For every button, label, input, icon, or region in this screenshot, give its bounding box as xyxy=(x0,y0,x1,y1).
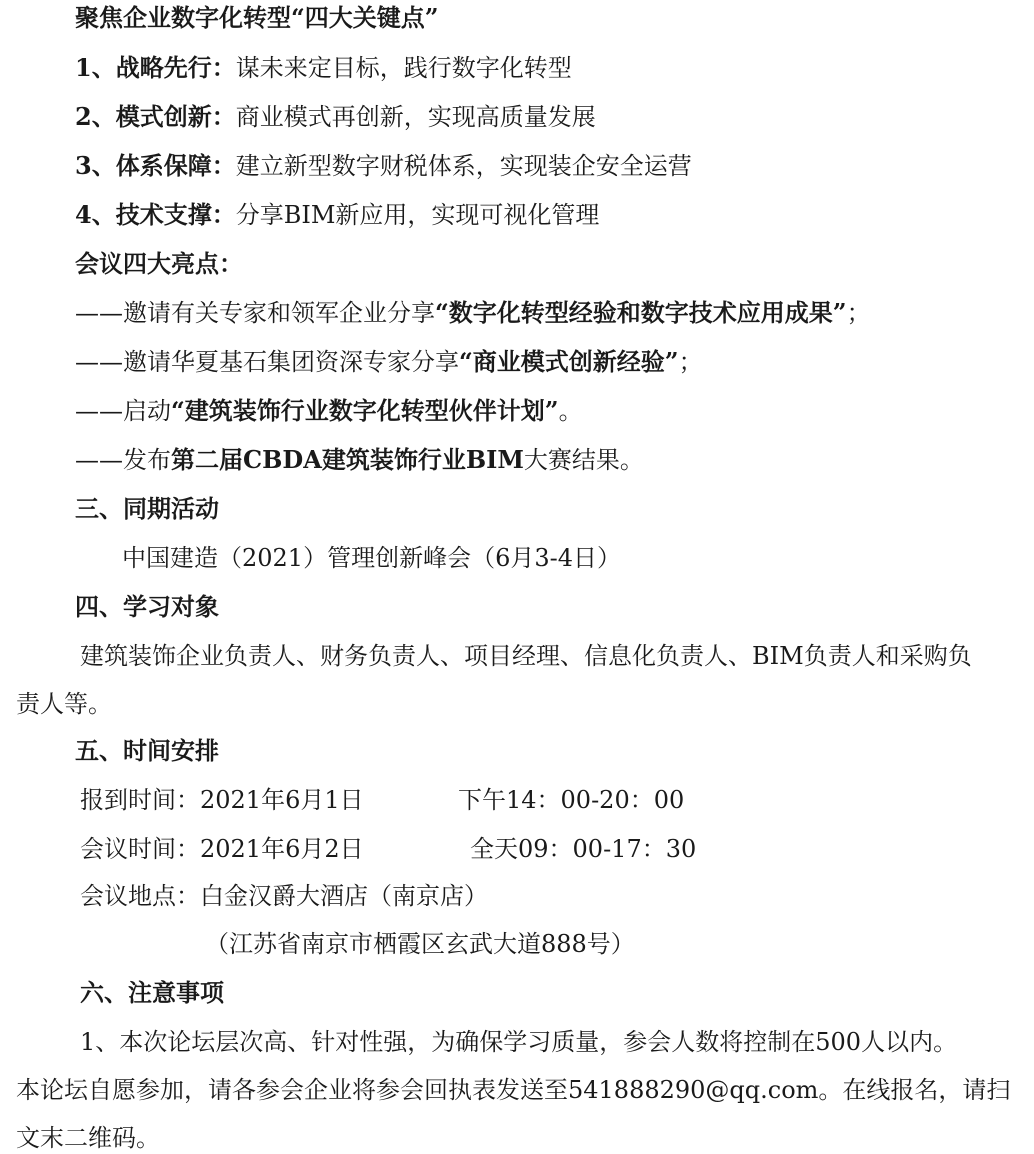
key-point-text: 建立新型数字财税体系，实现装企安全运营 xyxy=(235,152,692,180)
highlight-suffix: ； xyxy=(846,299,871,327)
highlight-prefix: ——发布 xyxy=(75,446,171,474)
meeting-time: 全天09：00-17：30 xyxy=(470,835,697,863)
section-3-title: 三、同期活动 xyxy=(75,494,219,523)
section-6-title: 六、注意事项 xyxy=(80,978,224,1007)
highlight-bold: “数字化转型经验和数字技术应用成果” xyxy=(435,298,847,327)
highlight-2 xyxy=(75,346,703,378)
section-4-text-line-1: 建筑装饰企业负责人、财务负责人、项目经理、信息化负责人、BIM负责人和采购负 xyxy=(80,642,972,670)
highlight-suffix: ； xyxy=(678,348,703,376)
notes-line-2: 本论坛自愿参加，请各参会企业将参会回执表发送至541888290@qq.com。在线报名，请扫 xyxy=(16,1076,1011,1104)
highlight-bold: “商业模式创新经验” xyxy=(459,347,679,376)
checkin-time: 下午14：00-20：00 xyxy=(458,786,685,814)
section-4-text-line-2: 责人等。 xyxy=(16,690,112,718)
highlight-3 xyxy=(75,395,583,427)
key-point-3 xyxy=(75,150,692,182)
key-point-1 xyxy=(75,52,572,84)
section-3-text: 中国建造（2021）管理创新峰会（6月3-4日） xyxy=(122,544,621,572)
key-point-label: 2、模式创新： xyxy=(75,102,236,131)
meeting-date: 会议时间：2021年6月2日 xyxy=(80,835,364,863)
highlight-bold: “建筑装饰行业数字化转型伙伴计划” xyxy=(171,396,559,425)
section-5-title: 五、时间安排 xyxy=(75,736,219,765)
key-point-text: 谋未来定目标，践行数字化转型 xyxy=(235,54,572,82)
checkin-date: 报到时间：2021年6月1日 xyxy=(80,786,364,814)
heading-key-points: 聚焦企业数字化转型“四大关键点” xyxy=(75,3,439,32)
key-point-label: 1、战略先行： xyxy=(75,53,236,82)
highlight-4 xyxy=(75,444,644,476)
highlight-prefix: ——邀请华夏基石集团资深专家分享 xyxy=(75,348,459,376)
key-point-label: 4、技术支撑： xyxy=(75,200,236,229)
section-4-title: 四、学习对象 xyxy=(75,592,219,621)
highlight-prefix: ——启动 xyxy=(75,397,171,425)
highlight-prefix: ——邀请有关专家和领军企业分享 xyxy=(75,299,435,327)
highlight-suffix: 。 xyxy=(558,397,583,425)
key-point-text: 商业模式再创新，实现高质量发展 xyxy=(235,103,596,131)
key-point-2 xyxy=(75,101,596,133)
notes-line-1: 1、本次论坛层次高、针对性强，为确保学习质量，参会人数将控制在500人以内。 xyxy=(80,1028,958,1056)
notes-line-3: 文末二维码。 xyxy=(16,1124,160,1152)
highlight-suffix: 大赛结果。 xyxy=(523,446,644,474)
key-point-4 xyxy=(75,199,599,231)
venue-address: （江苏省南京市栖霞区玄武大道888号） xyxy=(205,930,635,958)
key-point-text: 分享BIM新应用，实现可视化管理 xyxy=(235,201,600,229)
highlight-1 xyxy=(75,297,871,329)
key-point-label: 3、体系保障： xyxy=(75,151,236,180)
heading-highlights: 会议四大亮点： xyxy=(75,249,243,278)
highlight-bold: 第二届CBDA建筑装饰行业BIM xyxy=(171,445,524,474)
venue: 会议地点：白金汉爵大酒店（南京店） xyxy=(80,882,488,910)
